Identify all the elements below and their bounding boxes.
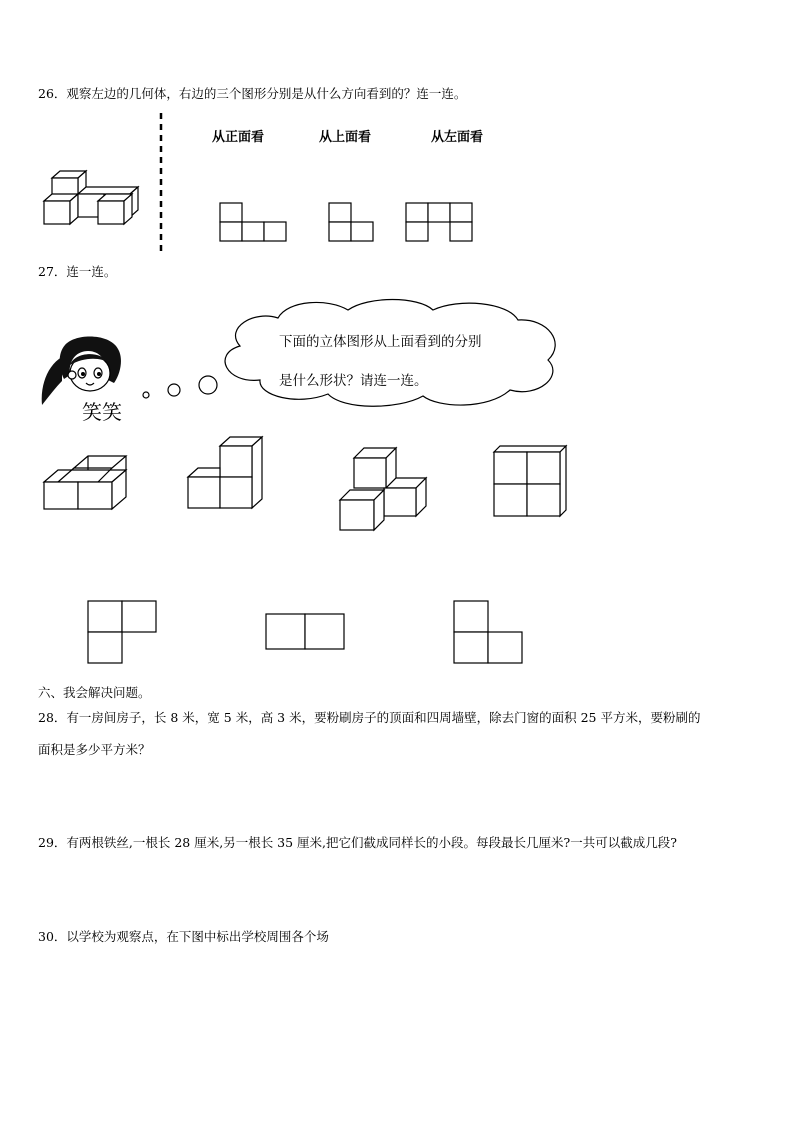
q27-top-view-c — [454, 600, 526, 666]
q26-dashed-divider — [158, 113, 164, 253]
thought-cloud — [218, 298, 568, 410]
q26-view-shape-2 — [329, 203, 377, 243]
q27-top-view-b — [265, 613, 347, 651]
question-28-line-1: 28．有一房间房子，长 8 米，宽 5 米，高 3 米，要粉刷房子的顶面和四周墙壁，除去门窗的面积 25 平方米，要粉刷的 — [38, 710, 701, 725]
character-name: 笑笑 — [82, 400, 122, 424]
question-27-text: 27．连一连。 — [38, 264, 117, 279]
question-26-text: 26．观察左边的几何体，右边的三个图形分别是从什么方向看到的？连一连。 — [38, 86, 467, 101]
bubble-text-line-2: 是什么形状？请连一连。 — [279, 373, 428, 389]
q27-top-view-a — [88, 600, 158, 666]
q27-solid-1 — [44, 454, 124, 512]
q27-solid-4 — [492, 444, 572, 518]
view-label-top: 从上面看 — [319, 130, 372, 145]
q26-solid-figure — [40, 168, 140, 228]
question-30-text: 30．以学校为观察点，在下图中标出学校周围各个场 — [38, 929, 329, 944]
question-29-text: 29．有两根铁丝,一根长 28 厘米,另一根长 35 厘米,把它们截成同样长的小段。每段最长几厘米?一共可以截成几段? — [38, 835, 677, 850]
thought-dots — [140, 372, 220, 402]
section-6-title: 六、我会解决问题。 — [38, 685, 151, 700]
q27-solid-2 — [188, 436, 268, 512]
q26-view-shape-1 — [220, 203, 288, 243]
q27-solid-3 — [340, 446, 430, 532]
q26-view-shape-3 — [406, 203, 476, 243]
question-28-line-2: 面积是多少平方米？ — [38, 742, 151, 757]
view-label-front: 从正面看 — [212, 130, 265, 145]
bubble-text-line-1: 下面的立体图形从上面看到的分别 — [279, 334, 482, 350]
view-label-left: 从左面看 — [431, 130, 484, 145]
